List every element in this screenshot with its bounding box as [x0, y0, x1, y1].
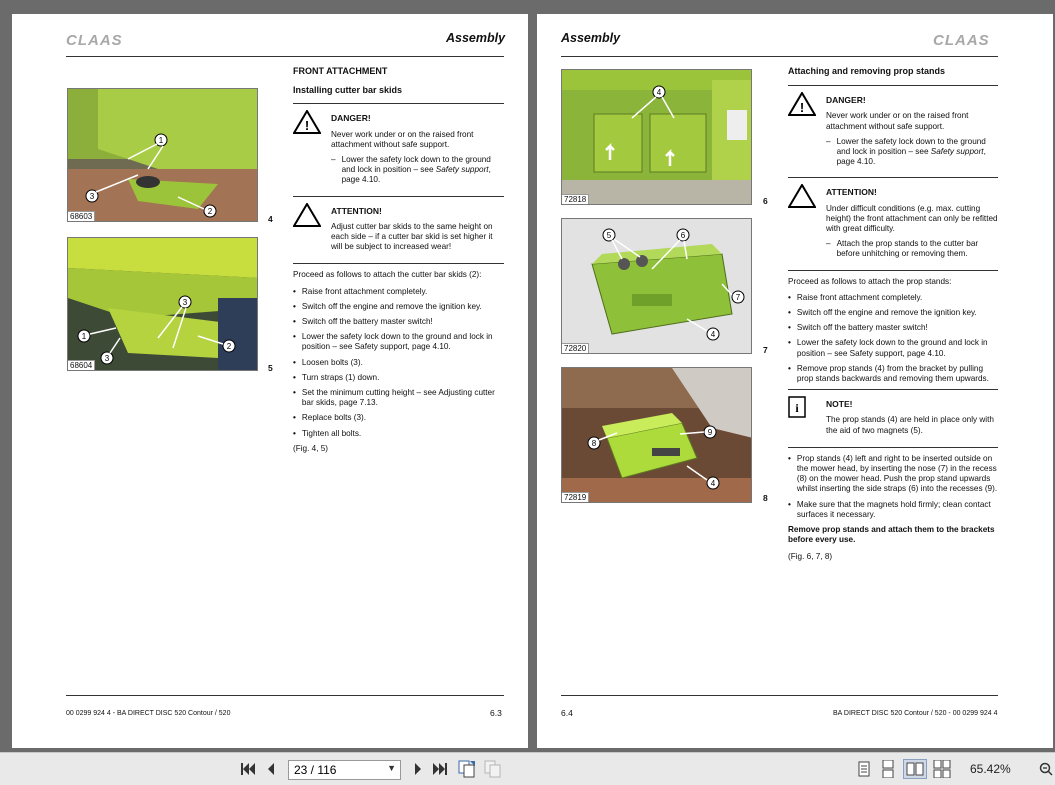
callout-1: 1	[158, 136, 164, 145]
footer-rule	[66, 695, 504, 696]
warning-triangle-icon	[788, 92, 816, 171]
steps-list	[788, 293, 998, 384]
callout-7: 7	[735, 293, 741, 302]
steps-list-2	[788, 454, 998, 520]
figure-number: 7	[763, 345, 768, 355]
previous-page-icon[interactable]	[262, 759, 280, 779]
callout-5: 5	[606, 231, 612, 240]
photo-number: 68603	[68, 211, 95, 221]
header-title: Assembly	[446, 31, 506, 45]
attention-text: Under difficult conditions (e.g. max. cutting height) the front attachment can only be refitted with great difficulty.	[826, 203, 998, 234]
page-number-value: 23 / 116	[294, 763, 337, 777]
danger-text: Never work under or on the raised front attachment without safe support.	[331, 129, 474, 149]
attention-triangle-icon	[788, 184, 816, 263]
chevron-down-icon[interactable]: ▼	[387, 763, 396, 773]
footer-rule	[561, 695, 998, 696]
danger-block: ! DANGER! Never work under or on the raised front attachment without safe support. – Lower the safety lock down to the ground and lock in position – see Safety support, page 4.10.	[293, 110, 504, 189]
page-number: 6.3	[490, 708, 502, 718]
list-item: • Switch off the battery master switch!	[788, 323, 928, 333]
figure-number: 8	[763, 493, 768, 503]
footer-text: BA DIRECT DISC 520 Contour / 520 - 00 0299 924 4	[833, 710, 998, 717]
divider	[293, 263, 504, 264]
first-page-icon[interactable]	[238, 759, 258, 779]
left-text-column	[293, 66, 504, 454]
callout-1: 1	[81, 332, 87, 341]
page-number-input[interactable]	[288, 760, 401, 780]
bold-note: Remove prop stands and attach them to the brackets before every use.	[788, 525, 995, 545]
attention-text: Adjust cutter bar skids to the same height on each side – if a cutter bar skid is set higher it will be subject to increased wear!	[331, 221, 493, 252]
list-item: • Turn straps (1) down.	[293, 372, 380, 382]
callout-4: 4	[656, 88, 662, 97]
list-item: • Switch off the battery master switch!	[293, 317, 433, 327]
callout-4: 4	[710, 330, 716, 339]
divider	[788, 85, 998, 86]
continuous-view-icon[interactable]	[878, 759, 898, 779]
next-page-icon[interactable]	[409, 759, 427, 779]
danger-step-suffix: , page 4.10.	[341, 165, 491, 185]
two-page-continuous-view-icon[interactable]	[931, 759, 953, 779]
danger-step: Lower the safety lock down to the ground and lock in position – see	[341, 155, 491, 175]
viewer-toolbar	[0, 752, 1055, 785]
footer-text: 00 0299 924 4 - BA DIRECT DISC 520 Contour / 520	[66, 710, 231, 717]
divider	[788, 389, 998, 390]
zoom-out-icon[interactable]	[1038, 759, 1054, 779]
figure-7-photo	[561, 218, 752, 354]
left-page	[12, 14, 528, 748]
steps-list	[293, 287, 504, 439]
attention-block: ATTENTION! Under difficult conditions (e.g. max. cutting height) the front attachment can only be refitted with great difficulty. – Attach the prop stands to the cutter bar before unhitching or removing them.	[788, 184, 998, 263]
figure-reference: (Fig. 6, 7, 8)	[788, 551, 833, 561]
warning-triangle-icon	[293, 110, 321, 189]
danger-title: DANGER!	[331, 113, 371, 124]
danger-block: ! DANGER! Never work under or on the raised front attachment without safe support. – Lower the safety lock down to the ground and lock in position – see Safety support, page 4.10.	[788, 92, 998, 171]
callout-6: 6	[680, 231, 686, 240]
list-item: • Set the minimum cutting height – see Adjusting cutter bar skids, page 7.13.	[293, 388, 495, 408]
intro-text: Proceed as follows to attach the prop stands:	[788, 276, 952, 286]
callout-8: 8	[591, 439, 597, 448]
header-rule	[561, 56, 998, 57]
list-item: • Loosen bolts (3).	[293, 357, 363, 367]
claas-logo: CLAAS	[66, 32, 123, 49]
divider	[293, 103, 504, 104]
callout-9: 9	[707, 428, 713, 437]
list-item: • Prop stands (4) left and right to be inserted outside on the mower head, by inserting the nose (7) in the recess (8) on the mower head. Push the prop stand upwards whilst inserting the side straps (6) into the recesses (9).	[788, 453, 998, 494]
list-item: • Tighten all bolts.	[293, 428, 362, 438]
figure-5-photo	[67, 237, 258, 371]
figure-number: 6	[763, 196, 768, 206]
list-item: • Make sure that the magnets hold firmly; clean contact surfaces it necessary.	[788, 499, 991, 519]
divider	[788, 447, 998, 448]
divider	[788, 270, 998, 271]
danger-step: Lower the safety lock down to the ground and lock in position – see	[836, 136, 986, 157]
callout-4: 4	[710, 479, 716, 488]
danger-text: Never work under or on the raised front attachment without safe support.	[826, 111, 969, 131]
attention-title: ATTENTION!	[331, 205, 382, 216]
header-title: Assembly	[561, 31, 621, 45]
figure-number: 5	[268, 363, 273, 373]
note-block	[788, 396, 998, 441]
copy-icon[interactable]	[456, 759, 478, 779]
photo-number: 72820	[562, 343, 589, 353]
figure-6-photo	[561, 69, 752, 205]
paste-icon[interactable]	[482, 759, 504, 779]
divider	[293, 196, 504, 197]
note-text: The prop stands (4) are held in place only with the aid of two magnets (5).	[826, 415, 994, 435]
photo-number: 68604	[68, 360, 95, 370]
page-number: 6.4	[561, 708, 573, 718]
divider	[788, 177, 998, 178]
list-item: • Replace bolts (3).	[293, 413, 367, 423]
danger-step-suffix: , page 4.10.	[836, 147, 986, 167]
callout-3: 3	[104, 354, 110, 363]
figure-reference: (Fig. 4, 5)	[293, 443, 329, 453]
two-page-view-icon[interactable]	[903, 759, 927, 779]
attention-block	[293, 203, 504, 258]
callout-2: 2	[226, 342, 232, 351]
cross-reference: Safety support	[930, 147, 984, 157]
header-rule	[66, 56, 504, 57]
last-page-icon[interactable]	[430, 759, 450, 779]
right-page	[537, 14, 1053, 748]
list-item: • Raise front attachment completely.	[788, 292, 923, 302]
list-item: • Switch off the engine and remove the ignition key.	[788, 308, 977, 318]
photo-number: 72819	[562, 492, 589, 502]
figure-4-photo	[67, 88, 258, 222]
svg-text:!: !	[799, 100, 805, 116]
attention-step: Attach the prop stands to the cutter bar before unhitching or removing them.	[836, 239, 979, 259]
section-title: FRONT ATTACHMENT	[293, 66, 388, 76]
cross-reference: Safety support	[435, 165, 489, 175]
svg-text:!: !	[304, 118, 310, 134]
zoom-level[interactable]: 65.42%	[970, 762, 1011, 776]
list-item: • Remove prop stands (4) from the bracket by pulling prop stands backwards and removing them upwards.	[788, 363, 989, 384]
list-item: • Lower the safety lock down to the ground and lock in position – see Safety support, page 4.10.	[293, 332, 493, 352]
callout-2: 2	[207, 207, 213, 216]
danger-title: DANGER!	[826, 95, 866, 106]
single-page-view-icon[interactable]	[854, 759, 874, 779]
figure-8-photo	[561, 367, 752, 503]
section-title: Attaching and removing prop stands	[788, 66, 946, 76]
list-item: • Switch off the engine and remove the ignition key.	[293, 301, 482, 311]
info-icon	[788, 396, 816, 441]
figure-number: 4	[268, 214, 273, 224]
attention-triangle-icon	[293, 203, 321, 258]
attention-title: ATTENTION!	[826, 187, 877, 198]
claas-logo: CLAAS	[933, 32, 990, 49]
list-item: • Raise front attachment completely.	[293, 286, 428, 296]
photo-number: 72818	[562, 194, 589, 204]
subsection-title: Installing cutter bar skids	[293, 85, 403, 96]
note-title: NOTE!	[826, 399, 853, 410]
callout-3: 3	[89, 192, 95, 201]
right-text-column	[788, 66, 998, 562]
callout-3: 3	[182, 298, 188, 307]
list-item: • Lower the safety lock down to the ground and lock in position – see Safety support, page 4.10.	[788, 338, 988, 358]
svg-text:i: i	[795, 401, 799, 416]
intro-text: Proceed as follows to attach the cutter bar skids (2):	[293, 270, 482, 280]
